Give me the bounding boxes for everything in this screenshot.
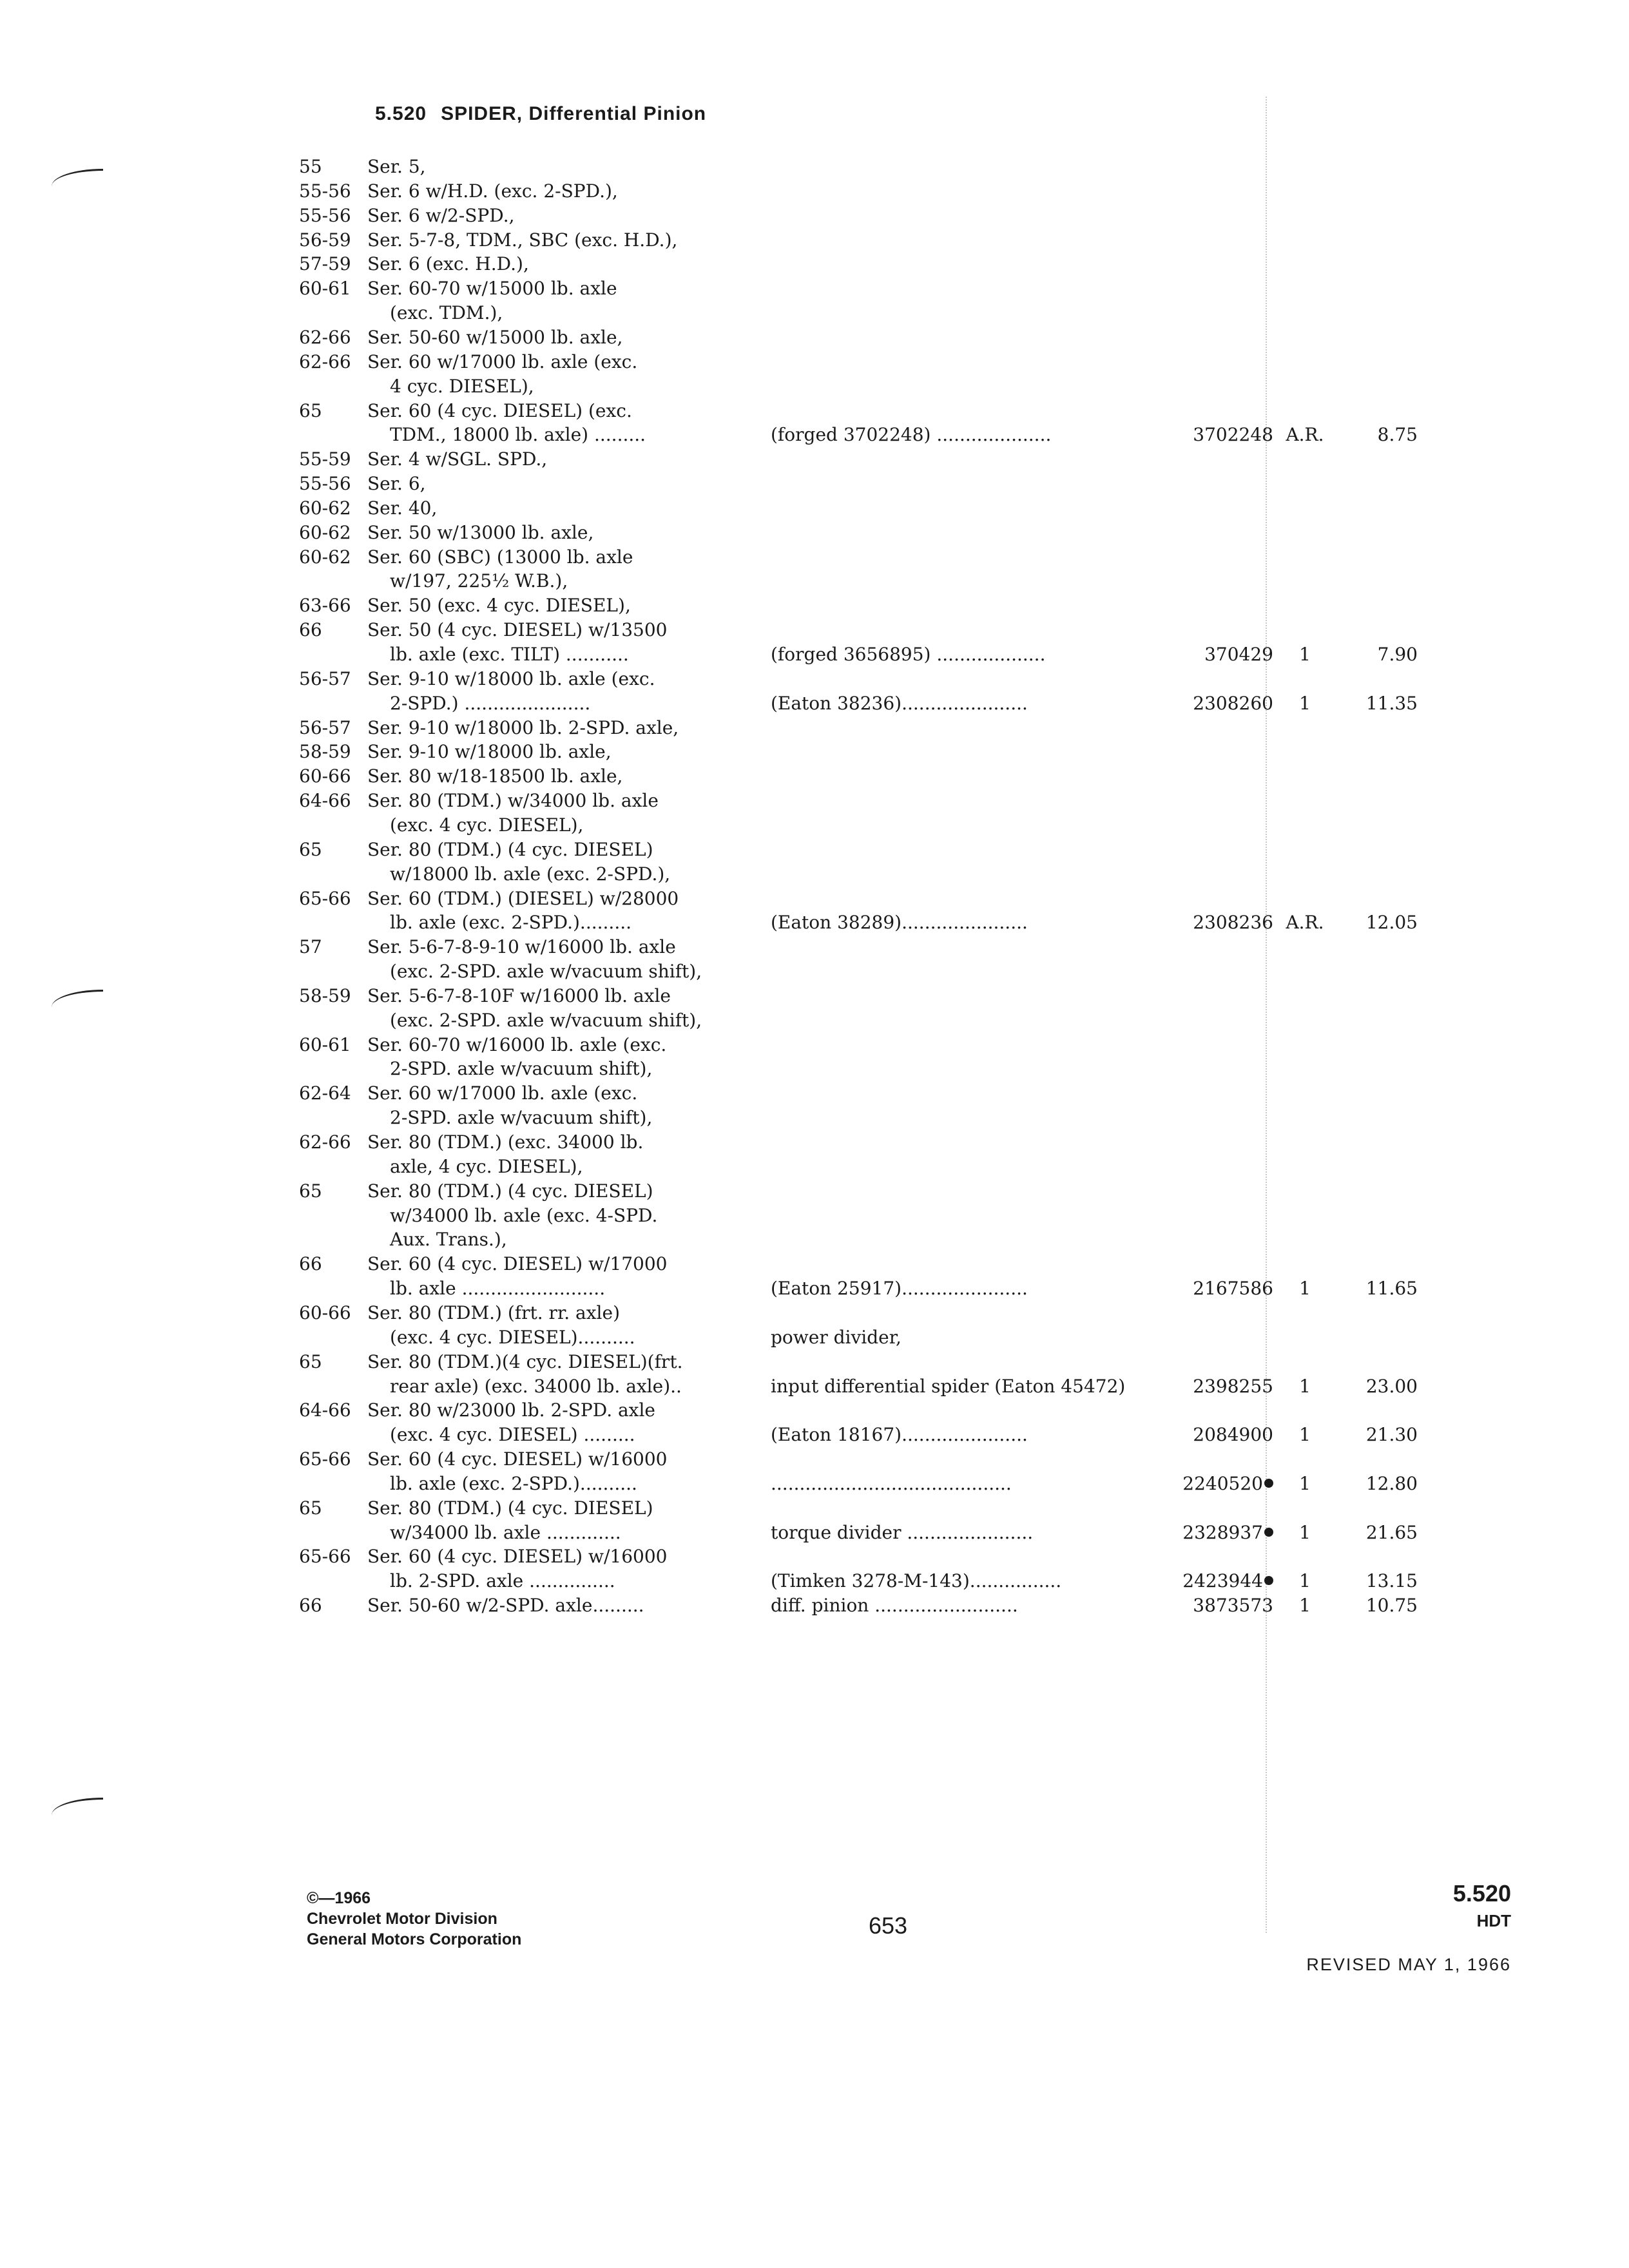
series-description: Ser. 60-70 w/16000 lb. axle (exc. bbox=[367, 1033, 667, 1055]
part-number-cell bbox=[1166, 423, 1273, 447]
series-description: Ser. 4 w/SGL. SPD., bbox=[367, 448, 548, 470]
part-number: 2084900 bbox=[1193, 1424, 1273, 1446]
part-number-cell bbox=[1166, 691, 1273, 716]
division: Chevrolet Motor Division bbox=[307, 1910, 497, 1928]
list-item bbox=[0, 959, 1629, 984]
list-item bbox=[0, 569, 1629, 593]
list-item bbox=[0, 1350, 1629, 1374]
part-number: 2308260 bbox=[1193, 692, 1273, 714]
corporation: General Motors Corporation bbox=[307, 1930, 522, 1948]
quantity: 1 bbox=[1299, 692, 1311, 714]
list-item bbox=[0, 1057, 1629, 1081]
list-item bbox=[0, 1544, 1629, 1569]
list-item bbox=[0, 1008, 1629, 1033]
copyright: ©—1966 bbox=[307, 1889, 371, 1907]
list-item bbox=[0, 740, 1629, 764]
series-description: Ser. 9-10 w/18000 lb. axle, bbox=[367, 741, 612, 763]
series-description: Ser. 6 (exc. H.D.), bbox=[367, 253, 529, 275]
list-price: 12.05 bbox=[1365, 912, 1418, 934]
part-description: torque divider ...................... bbox=[771, 1521, 1034, 1543]
model-year: 65 bbox=[299, 399, 322, 421]
list-price: 7.90 bbox=[1377, 644, 1418, 665]
model-year: 55-59 bbox=[299, 448, 351, 470]
model-year: 64-66 bbox=[299, 790, 351, 812]
series-description: Ser. 50-60 w/2-SPD. axle......... bbox=[367, 1595, 644, 1617]
series-description: Ser. 6 w/H.D. (exc. 2-SPD.), bbox=[367, 180, 618, 202]
list-item bbox=[0, 1106, 1629, 1130]
model-year: 56-59 bbox=[299, 229, 351, 251]
list-item bbox=[0, 276, 1629, 301]
list-item bbox=[0, 1179, 1629, 1204]
list-item bbox=[0, 423, 1629, 447]
series-description: Ser. 40, bbox=[367, 497, 438, 519]
part-number-cell bbox=[1166, 642, 1273, 667]
list-price: 11.35 bbox=[1365, 692, 1418, 714]
list-item bbox=[0, 1472, 1629, 1496]
part-number: 3702248 bbox=[1193, 424, 1273, 446]
series-description: Ser. 50 (exc. 4 cyc. DIESEL), bbox=[367, 595, 631, 617]
list-item bbox=[0, 910, 1629, 935]
model-year: 62-66 bbox=[299, 326, 351, 348]
list-item bbox=[0, 1301, 1629, 1325]
part-number-cell bbox=[1166, 1521, 1273, 1545]
series-description: Ser. 80 w/18-18500 lb. axle, bbox=[367, 765, 623, 787]
series-description: Ser. 80 (TDM.) (exc. 34000 lb. bbox=[367, 1131, 644, 1153]
list-item bbox=[0, 642, 1629, 667]
series-description: Aux. Trans.), bbox=[390, 1229, 507, 1251]
quantity: 1 bbox=[1299, 1278, 1311, 1300]
series-description: lb. axle ......................... bbox=[390, 1278, 606, 1300]
list-item bbox=[0, 1521, 1629, 1545]
footer-category: HDT bbox=[1476, 1911, 1511, 1930]
series-description: Ser. 6, bbox=[367, 473, 426, 495]
quantity: 1 bbox=[1299, 1570, 1311, 1592]
list-item bbox=[0, 1374, 1629, 1399]
list-item bbox=[0, 789, 1629, 813]
part-number-cell bbox=[1166, 1374, 1273, 1399]
part-number: 2308236 bbox=[1193, 912, 1273, 934]
model-year: 65-66 bbox=[299, 1448, 351, 1470]
series-description: lb. 2-SPD. axle ............... bbox=[390, 1570, 615, 1592]
series-description: Ser. 80 (TDM.) w/34000 lb. axle bbox=[367, 790, 659, 812]
part-number-cell bbox=[1166, 1423, 1273, 1447]
list-item bbox=[0, 325, 1629, 350]
publisher-block bbox=[307, 1888, 521, 1950]
series-description: (exc. TDM.), bbox=[390, 302, 503, 324]
model-year: 56-57 bbox=[299, 716, 351, 738]
series-description: Ser. 60-70 w/15000 lb. axle bbox=[367, 278, 617, 300]
series-description: Ser. 60 (4 cyc. DIESEL) w/16000 bbox=[367, 1448, 668, 1470]
model-year: 60-62 bbox=[299, 497, 351, 519]
list-item bbox=[0, 1496, 1629, 1521]
model-year: 64-66 bbox=[299, 1399, 351, 1421]
part-number: 370429 bbox=[1204, 644, 1273, 665]
series-description: Ser. 80 w/23000 lb. 2-SPD. axle bbox=[367, 1399, 656, 1421]
list-item bbox=[0, 1398, 1629, 1423]
list-item bbox=[0, 496, 1629, 521]
part-number: 2398255 bbox=[1193, 1375, 1273, 1397]
list-item bbox=[0, 618, 1629, 642]
part-number-cell bbox=[1166, 910, 1273, 935]
model-year: 60-66 bbox=[299, 1302, 351, 1323]
series-description: Ser. 80 (TDM.) (4 cyc. DIESEL) bbox=[367, 1180, 653, 1202]
part-number-cell bbox=[1166, 1593, 1273, 1618]
quantity: 1 bbox=[1299, 1472, 1311, 1494]
quantity: 1 bbox=[1299, 1595, 1311, 1617]
list-item bbox=[0, 691, 1629, 716]
series-description: lb. axle (exc. 2-SPD.)......... bbox=[390, 912, 632, 934]
series-description: TDM., 18000 lb. axle) ......... bbox=[390, 424, 646, 446]
list-price: 23.00 bbox=[1365, 1375, 1418, 1397]
series-description: Ser. 5-7-8, TDM., SBC (exc. H.D.), bbox=[367, 229, 678, 251]
list-item bbox=[0, 155, 1629, 179]
series-description: w/18000 lb. axle (exc. 2-SPD.), bbox=[390, 863, 671, 885]
list-item bbox=[0, 399, 1629, 423]
new-part-bullet-icon bbox=[1264, 1479, 1273, 1488]
quantity: 1 bbox=[1299, 1375, 1311, 1397]
list-item bbox=[0, 447, 1629, 472]
part-number-cell bbox=[1166, 1569, 1273, 1593]
revision-date: REVISED MAY 1, 1966 bbox=[1306, 1955, 1511, 1974]
series-description: (exc. 2-SPD. axle w/vacuum shift), bbox=[390, 1009, 702, 1031]
list-item bbox=[0, 862, 1629, 887]
list-price: 21.30 bbox=[1365, 1424, 1418, 1446]
new-part-bullet-icon bbox=[1264, 1576, 1273, 1585]
series-description: 2-SPD. axle w/vacuum shift), bbox=[390, 1058, 653, 1080]
quantity: A.R. bbox=[1286, 424, 1324, 446]
part-description: (forged 3656895) ................... bbox=[771, 644, 1046, 665]
series-description: w/197, 225½ W.B.), bbox=[390, 570, 568, 592]
model-year: 60-66 bbox=[299, 765, 351, 787]
part-number-cell bbox=[1166, 1472, 1273, 1496]
part-number: 2423944 bbox=[1182, 1570, 1263, 1592]
list-item bbox=[0, 521, 1629, 545]
model-year: 62-66 bbox=[299, 351, 351, 372]
series-description: Ser. 60 (TDM.) (DIESEL) w/28000 bbox=[367, 887, 679, 909]
list-item bbox=[0, 204, 1629, 228]
part-description: power divider, bbox=[771, 1326, 901, 1348]
part-number: 2167586 bbox=[1193, 1278, 1273, 1300]
list-item bbox=[0, 1252, 1629, 1276]
list-item bbox=[0, 716, 1629, 740]
series-description: 2-SPD. axle w/vacuum shift), bbox=[390, 1107, 653, 1129]
series-description: Ser. 60 (4 cyc. DIESEL) w/17000 bbox=[367, 1253, 668, 1275]
series-description: (exc. 4 cyc. DIESEL), bbox=[390, 814, 584, 836]
model-year: 65-66 bbox=[299, 887, 351, 909]
model-year: 55-56 bbox=[299, 180, 351, 202]
series-description: lb. axle (exc. TILT) ........... bbox=[390, 644, 629, 665]
part-number: 2240520 bbox=[1182, 1472, 1263, 1494]
series-description: 2-SPD.) ...................... bbox=[390, 692, 591, 714]
model-year: 58-59 bbox=[299, 741, 351, 763]
model-year: 60-62 bbox=[299, 546, 351, 568]
series-description: Ser. 80 (TDM.)(4 cyc. DIESEL)(frt. bbox=[367, 1350, 683, 1372]
series-description: Ser. 80 (TDM.) (frt. rr. axle) bbox=[367, 1302, 620, 1323]
model-year: 58-59 bbox=[299, 985, 351, 1006]
list-item bbox=[0, 301, 1629, 325]
part-description: (Eaton 25917)...................... bbox=[771, 1278, 1028, 1300]
part-description: .......................................... bbox=[771, 1472, 1012, 1494]
model-year: 65 bbox=[299, 1350, 322, 1372]
model-year: 66 bbox=[299, 1253, 322, 1275]
part-description: (Eaton 38236)...................... bbox=[771, 692, 1028, 714]
model-year: 65 bbox=[299, 1180, 322, 1202]
list-item bbox=[0, 1276, 1629, 1301]
part-description: (forged 3702248) .................... bbox=[771, 424, 1052, 446]
series-description: Ser. 80 (TDM.) (4 cyc. DIESEL) bbox=[367, 838, 653, 860]
list-item bbox=[0, 350, 1629, 374]
list-item bbox=[0, 472, 1629, 496]
series-description: (exc. 4 cyc. DIESEL) ......... bbox=[390, 1424, 635, 1446]
list-item bbox=[0, 667, 1629, 691]
series-description: Ser. 5-6-7-8-9-10 w/16000 lb. axle bbox=[367, 936, 676, 958]
model-year: 57 bbox=[299, 936, 322, 958]
list-item bbox=[0, 935, 1629, 959]
part-number: 3873573 bbox=[1193, 1595, 1273, 1617]
model-year: 62-64 bbox=[299, 1082, 351, 1104]
list-price: 12.80 bbox=[1365, 1472, 1418, 1494]
model-year: 66 bbox=[299, 1595, 322, 1617]
model-year: 62-66 bbox=[299, 1131, 351, 1153]
series-description: w/34000 lb. axle ............. bbox=[390, 1521, 621, 1543]
model-year: 65 bbox=[299, 838, 322, 860]
new-part-bullet-icon bbox=[1264, 1528, 1273, 1537]
list-price: 8.75 bbox=[1377, 424, 1418, 446]
list-item bbox=[0, 813, 1629, 838]
series-description: axle, 4 cyc. DIESEL), bbox=[390, 1155, 583, 1177]
model-year: 55-56 bbox=[299, 473, 351, 495]
part-description: diff. pinion ......................... bbox=[771, 1595, 1018, 1617]
list-item bbox=[0, 1033, 1629, 1057]
model-year: 60-62 bbox=[299, 521, 351, 543]
list-item bbox=[0, 1155, 1629, 1179]
series-description: Ser. 9-10 w/18000 lb. 2-SPD. axle, bbox=[367, 716, 679, 738]
series-description: 4 cyc. DIESEL), bbox=[390, 375, 534, 397]
series-description: rear axle) (exc. 34000 lb. axle).. bbox=[390, 1375, 682, 1397]
list-item bbox=[0, 252, 1629, 276]
list-item bbox=[0, 984, 1629, 1008]
model-year: 60-61 bbox=[299, 1033, 351, 1055]
part-number: 2328937 bbox=[1182, 1521, 1263, 1543]
quantity: 1 bbox=[1299, 644, 1311, 665]
series-description: Ser. 6 w/2-SPD., bbox=[367, 204, 515, 226]
series-description: w/34000 lb. axle (exc. 4-SPD. bbox=[390, 1204, 658, 1226]
list-item bbox=[0, 1447, 1629, 1472]
list-price: 13.15 bbox=[1365, 1570, 1418, 1592]
section-title: SPIDER, Differential Pinion bbox=[441, 103, 707, 124]
part-number-cell bbox=[1166, 1276, 1273, 1301]
series-description: Ser. 60 (4 cyc. DIESEL) (exc. bbox=[367, 399, 632, 421]
series-description: Ser. 60 (SBC) (13000 lb. axle bbox=[367, 546, 633, 568]
series-description: Ser. 50 (4 cyc. DIESEL) w/13500 bbox=[367, 619, 668, 641]
model-year: 56-57 bbox=[299, 668, 351, 689]
list-item bbox=[0, 1325, 1629, 1350]
list-item bbox=[0, 1204, 1629, 1228]
list-item bbox=[0, 1569, 1629, 1593]
list-item bbox=[0, 228, 1629, 253]
series-description: Ser. 5, bbox=[367, 156, 426, 177]
quantity: A.R. bbox=[1286, 912, 1324, 934]
list-item bbox=[0, 593, 1629, 618]
series-description: Ser. 50-60 w/15000 lb. axle, bbox=[367, 326, 623, 348]
list-item bbox=[0, 764, 1629, 789]
list-item bbox=[0, 1081, 1629, 1106]
series-description: Ser. 50 w/13000 lb. axle, bbox=[367, 521, 594, 543]
part-description: (Eaton 38289)...................... bbox=[771, 912, 1028, 934]
series-description: (exc. 2-SPD. axle w/vacuum shift), bbox=[390, 961, 702, 983]
model-year: 65 bbox=[299, 1497, 322, 1519]
model-year: 57-59 bbox=[299, 253, 351, 275]
list-item bbox=[0, 838, 1629, 862]
model-year: 55 bbox=[299, 156, 322, 177]
series-description: lb. axle (exc. 2-SPD.).......... bbox=[390, 1472, 637, 1494]
model-year: 65-66 bbox=[299, 1546, 351, 1568]
model-year: 55-56 bbox=[299, 204, 351, 226]
series-description: Ser. 5-6-7-8-10F w/16000 lb. axle bbox=[367, 985, 671, 1006]
series-description: (exc. 4 cyc. DIESEL).......... bbox=[390, 1326, 635, 1348]
part-description: (Eaton 18167)...................... bbox=[771, 1424, 1028, 1446]
list-item bbox=[0, 1593, 1629, 1618]
list-price: 11.65 bbox=[1365, 1278, 1418, 1300]
list-item bbox=[0, 1423, 1629, 1447]
list-price: 21.65 bbox=[1365, 1521, 1418, 1543]
list-item bbox=[0, 179, 1629, 204]
footer-section-number: 5.520 bbox=[1452, 1880, 1511, 1907]
section-number: 5.520 bbox=[375, 103, 427, 124]
part-description: input differential spider (Eaton 45472) bbox=[771, 1375, 1126, 1397]
page-number: 653 bbox=[869, 1912, 908, 1939]
list-item bbox=[0, 374, 1629, 399]
series-description: Ser. 60 (4 cyc. DIESEL) w/16000 bbox=[367, 1546, 668, 1568]
list-price: 10.75 bbox=[1365, 1595, 1418, 1617]
series-description: Ser. 9-10 w/18000 lb. axle (exc. bbox=[367, 668, 655, 689]
list-item bbox=[0, 1130, 1629, 1155]
series-description: Ser. 80 (TDM.) (4 cyc. DIESEL) bbox=[367, 1497, 653, 1519]
list-item bbox=[0, 1227, 1629, 1252]
list-item bbox=[0, 545, 1629, 570]
part-description: (Timken 3278-M-143)................ bbox=[771, 1570, 1062, 1592]
series-description: Ser. 60 w/17000 lb. axle (exc. bbox=[367, 351, 638, 372]
model-year: 63-66 bbox=[299, 595, 351, 617]
list-item bbox=[0, 887, 1629, 911]
quantity: 1 bbox=[1299, 1521, 1311, 1543]
quantity: 1 bbox=[1299, 1424, 1311, 1446]
model-year: 66 bbox=[299, 619, 322, 641]
series-description: Ser. 60 w/17000 lb. axle (exc. bbox=[367, 1082, 638, 1104]
model-year: 60-61 bbox=[299, 278, 351, 300]
